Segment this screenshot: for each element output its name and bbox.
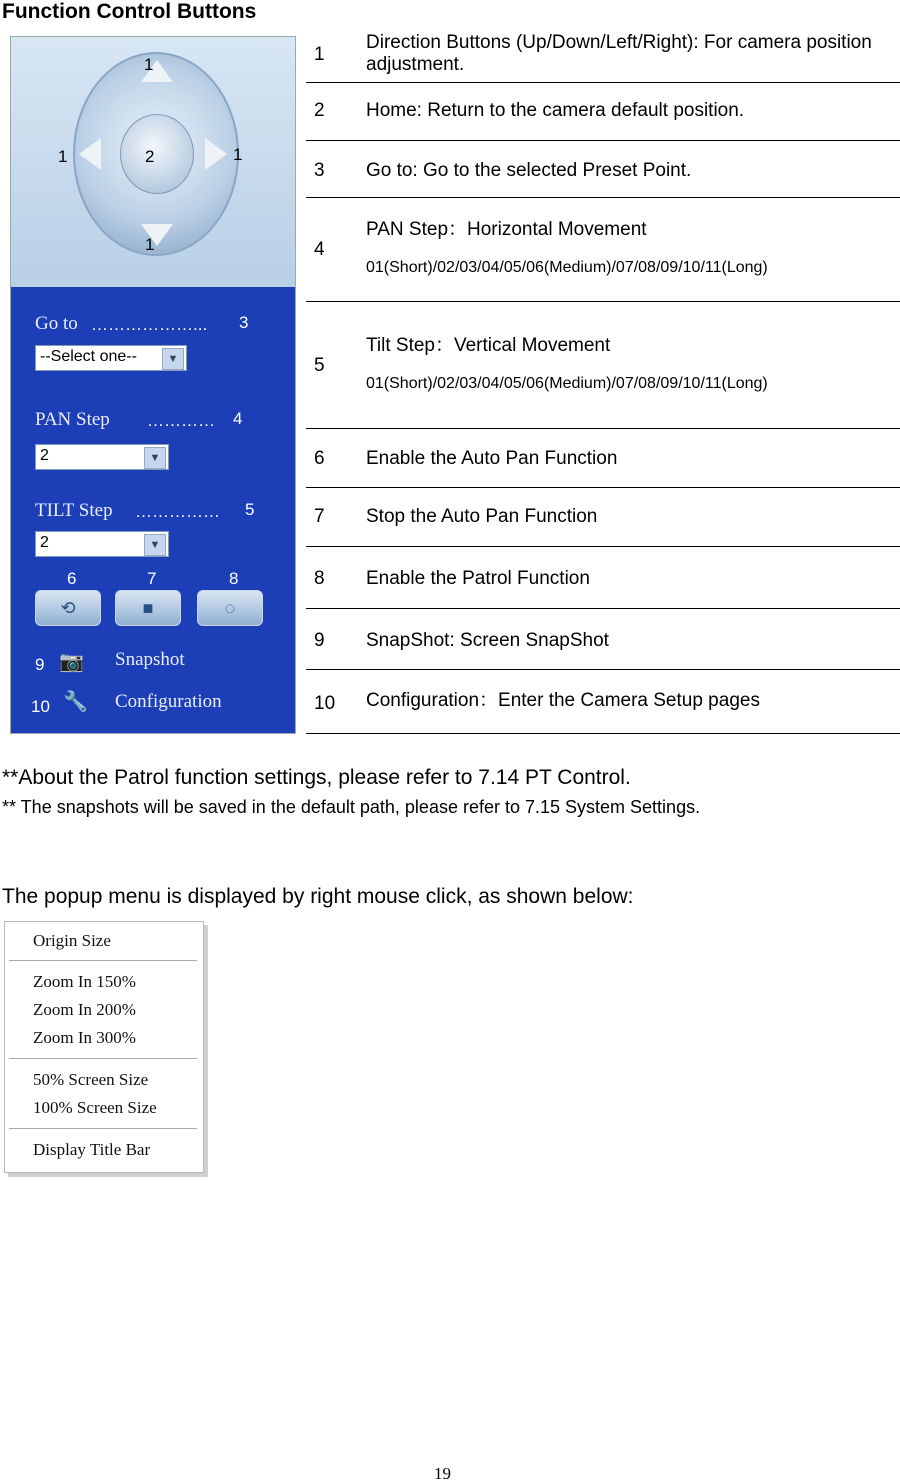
row-text: SnapShot: Screen SnapShot xyxy=(366,630,609,651)
camera-icon[interactable]: 📷 xyxy=(59,651,84,673)
table-row xyxy=(306,197,900,302)
callout-up: 1 xyxy=(144,55,154,74)
patrol-button[interactable] xyxy=(197,590,263,626)
table-row xyxy=(306,140,900,198)
configuration-link[interactable]: Configuration xyxy=(115,691,222,712)
row-number: 5 xyxy=(314,355,325,376)
pan-step-label: PAN Step xyxy=(35,409,110,430)
row-text: Enable the Auto Pan Function xyxy=(366,448,618,469)
section-heading: Function Control Buttons xyxy=(2,0,257,23)
menu-item-display-title-bar[interactable]: Display Title Bar xyxy=(33,1140,151,1159)
snapshot-link[interactable]: Snapshot xyxy=(115,649,185,670)
row-number: 9 xyxy=(314,630,325,651)
callout-right: 1 xyxy=(233,145,243,164)
goto-select-value: --Select one-- xyxy=(40,348,137,365)
patrol-note: **About the Patrol function settings, please refer to 7.14 PT Control. xyxy=(2,766,631,789)
menu-item-zoom-300[interactable]: Zoom In 300% xyxy=(33,1028,136,1047)
stop-button[interactable] xyxy=(115,590,181,626)
wrench-icon[interactable]: 🔧 xyxy=(63,691,88,713)
table-row xyxy=(306,546,900,609)
row-text: Go to: Go to the selected Preset Point. xyxy=(366,160,692,181)
table-row xyxy=(306,669,900,734)
patrol-icon: ◌ xyxy=(224,598,236,618)
callout-6: 6 xyxy=(67,569,77,588)
popup-intro: The popup menu is displayed by right mouse click, as shown below: xyxy=(2,885,634,908)
row-number: 4 xyxy=(314,239,325,260)
ptz-area xyxy=(11,37,295,287)
table-row xyxy=(306,608,900,670)
callout-down: 1 xyxy=(145,235,155,254)
direction-pad xyxy=(73,52,239,256)
row-text: PAN Step：Horizontal Movement xyxy=(366,219,647,240)
table-row xyxy=(306,301,900,429)
tilt-step-select[interactable] xyxy=(35,531,169,557)
callout-left: 1 xyxy=(58,147,68,166)
menu-item-50-screen[interactable]: 50% Screen Size xyxy=(33,1070,149,1089)
popup-menu xyxy=(4,921,204,1173)
row-number: 1 xyxy=(314,44,325,65)
auto-pan-button[interactable] xyxy=(35,590,101,626)
table-row xyxy=(306,82,900,141)
row-number: 8 xyxy=(314,568,325,589)
tilt-step-value: 2 xyxy=(40,534,49,551)
chevron-down-icon[interactable]: ▼ xyxy=(162,348,184,370)
row-text: Tilt Step：Vertical Movement xyxy=(366,335,611,356)
snapshot-note: ** The snapshots will be saved in the default path, please refer to 7.15 System Settings. xyxy=(2,797,701,817)
tilt-dots: …………… xyxy=(135,502,220,521)
callout-home: 2 xyxy=(145,147,155,166)
row-text: Stop the Auto Pan Function xyxy=(366,506,598,527)
control-panel xyxy=(10,36,296,734)
home-button[interactable] xyxy=(120,114,194,194)
pan-step-value: 2 xyxy=(40,447,49,464)
page-number: 19 xyxy=(434,1464,451,1483)
row-number: 2 xyxy=(314,100,325,121)
arrow-right-icon[interactable] xyxy=(205,138,227,170)
row-text: Direction Buttons (Up/Down/Left/Right): For camera position adjustment. xyxy=(366,32,872,75)
row-subtext: 01(Short)/02/03/04/05/06(Medium)/07/08/09/10/11(Long) xyxy=(366,375,768,392)
callout-pan: 4 xyxy=(233,409,243,428)
menu-item-origin-size[interactable]: Origin Size xyxy=(33,931,111,950)
goto-select[interactable] xyxy=(35,345,187,371)
menu-separator xyxy=(9,1128,197,1129)
goto-dots: ………………... xyxy=(91,315,208,334)
callout-tilt: 5 xyxy=(245,500,255,519)
row-text: Home: Return to the camera default position. xyxy=(366,100,745,121)
row-number: 10 xyxy=(314,693,336,714)
row-text: Enable the Patrol Function xyxy=(366,568,590,589)
callout-9: 9 xyxy=(35,655,45,674)
pan-dots: ………… xyxy=(147,411,215,430)
stop-icon: ■ xyxy=(142,598,154,618)
pan-step-select[interactable] xyxy=(35,444,169,470)
menu-item-zoom-150[interactable]: Zoom In 150% xyxy=(33,972,136,991)
callout-10: 10 xyxy=(31,697,50,716)
tilt-step-label: TILT Step xyxy=(35,500,113,521)
row-subtext: 01(Short)/02/03/04/05/06(Medium)/07/08/09/10/11(Long) xyxy=(366,259,768,276)
menu-item-zoom-200[interactable]: Zoom In 200% xyxy=(33,1000,136,1019)
menu-separator xyxy=(9,1058,197,1059)
menu-item-100-screen[interactable]: 100% Screen Size xyxy=(33,1098,157,1117)
row-number: 6 xyxy=(314,448,325,469)
callout-8: 8 xyxy=(229,569,239,588)
table-row xyxy=(306,428,900,488)
table-row xyxy=(306,30,900,83)
row-text: Configuration：Enter the Camera Setup pages xyxy=(366,690,760,711)
chevron-down-icon[interactable]: ▼ xyxy=(144,447,166,469)
arrow-left-icon[interactable] xyxy=(79,138,101,170)
chevron-down-icon[interactable]: ▼ xyxy=(144,534,166,556)
menu-separator xyxy=(9,960,197,961)
callout-goto: 3 xyxy=(239,313,249,332)
row-number: 3 xyxy=(314,160,325,181)
rotate-icon: ⟲ xyxy=(60,598,76,618)
row-number: 7 xyxy=(314,506,325,527)
table-row xyxy=(306,487,900,547)
goto-label: Go to xyxy=(35,313,78,334)
callout-7: 7 xyxy=(147,569,157,588)
